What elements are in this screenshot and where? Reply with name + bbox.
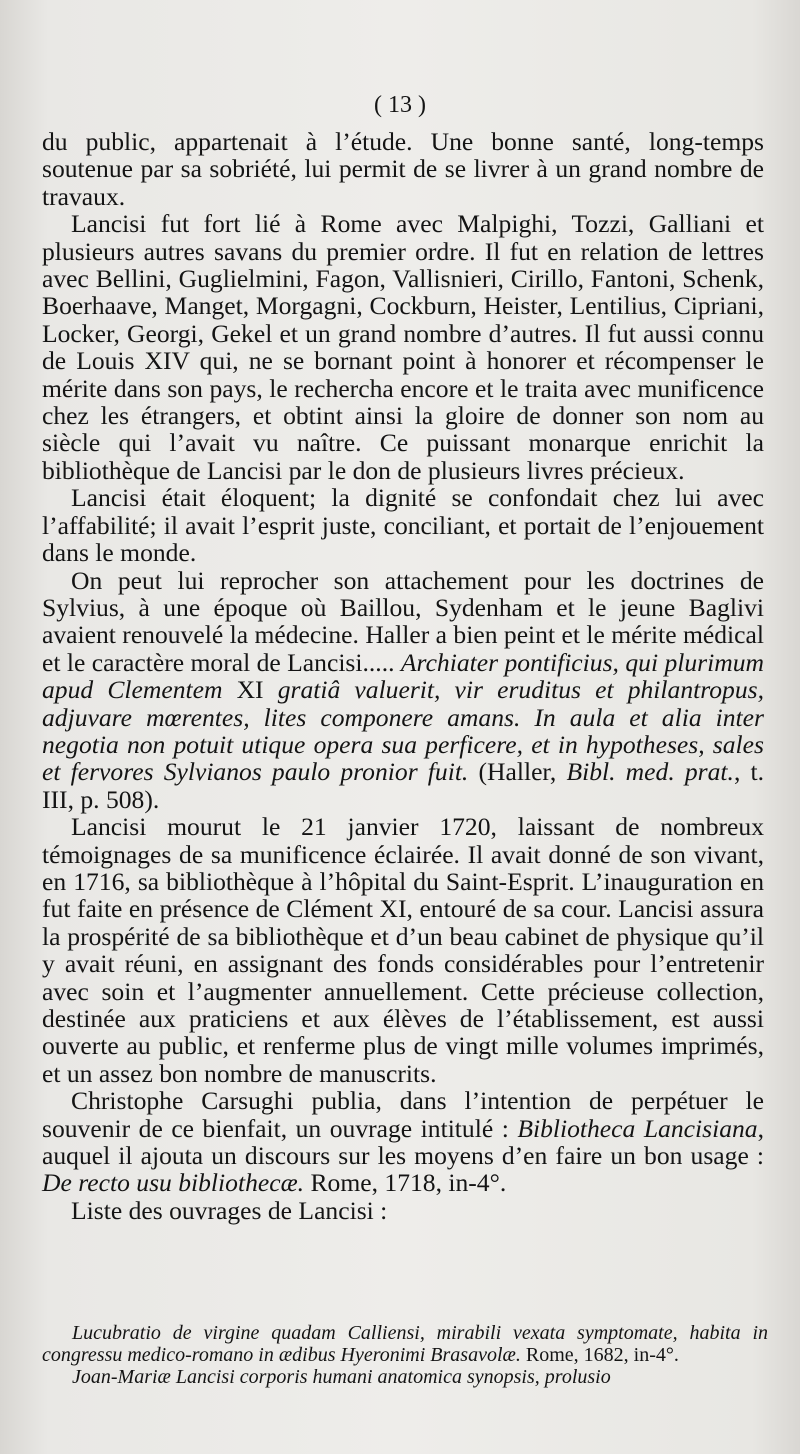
latin-quote: Archiater pontificius, qui plurimum apud Clementem xyxy=(42,647,764,705)
paragraph xyxy=(42,484,764,566)
text-run: Rome, 1718, in-4°. xyxy=(304,1168,507,1198)
paragraph xyxy=(42,567,764,814)
main-text xyxy=(42,128,764,1224)
text-run: Liste des ouvrages de Lancisi : xyxy=(71,1195,388,1225)
page-number: ( 13 ) xyxy=(374,92,426,118)
text-run: du public, appartenait à l’étude. Une bonne santé, long-temps soutenue par sa sobriété, lui permit de se livrer à un grand nombre de travaux. xyxy=(42,127,764,211)
book-title: Bibliotheca Lancisiana xyxy=(517,1113,758,1143)
paragraph xyxy=(42,1087,764,1197)
text-run: Lancisi fut fort lié à Rome avec Malpighi, Tozzi, Galliani et plusieurs autres savans du premier ordre. Il fut en relation de lettres avec Bellini, Guglielmini, Fagon, Vallisnieri, Cirillo, Fantoni, Schenk, Boerhaave, Manget, Morgagni, Cockburn, Heister, Lentilius, Cipriani, Locker, Georgi, Gekel et un grand nombre d’autres. Il fut aussi connu de Louis XIV qui, ne se bornant point à honorer et récompenser le mérite dans son pays, le rechercha encore et le traita avec munificence chez les étrangers, et obtint ainsi la gloire de donner son nom au siècle qui l’avait vu naître. Ce puissant monarque enrichit la bibliothèque de Lancisi par le don de plusieurs livres précieux. xyxy=(42,209,764,485)
text-run: Lancisi était éloquent; la dignité se confondait chez lui avec l’affabilité; il avait l’esprit juste, conciliant, et portait de l’enjouement dans le monde. xyxy=(42,483,764,568)
work-title: Joan-Mariæ Lancisi corporis humani anatomica synopsis, prolusio xyxy=(72,1366,611,1388)
text-run: (Haller, xyxy=(468,757,567,787)
paragraph xyxy=(42,813,764,1087)
text-run: XI xyxy=(222,675,278,705)
paragraph xyxy=(42,1197,764,1224)
work-title: Lucubratio de virgine quadam Calliensi, mirabili vexata symptomate, habita in congressu medico-romano in ædibus Hyeronimi Brasavolæ. xyxy=(42,1322,768,1366)
text-run: Lancisi mourut le 21 janvier 1720, laissant de nombreux témoignages de sa munificence éclairée. Il avait donné de son vivant, en 1716, sa bibliothèque à l’hôpital du Saint-Esprit. L’inauguration en fut faite en présence de Clément XI, entouré de sa cour. Lancisi assura la prospérité de sa bibliothèque et d’un beau cabinet de physique qu’il y avait réuni, en assignant des fonds considérables pour l’entretenir avec soin et l’augmenter annuellement. Cette précieuse collection, destinée aux praticiens et aux élèves de l’établissement, est aussi ouverte au public, et renferme plus de vingt mille volumes imprimés, et un assez bon nombre de manuscrits. xyxy=(42,812,764,1088)
citation-title: Bibl. med. prat. xyxy=(566,757,734,787)
work-entry xyxy=(42,1322,768,1366)
text-run: On peut lui reprocher son attachement pour les doctrines de Sylvius, à une époque où Baillou, Sydenham et le jeune Baglivi avaient renouvelé la médecine. Haller a bien peint et le mérite médical et le caractère moral de Lancisi..... xyxy=(42,565,764,677)
paragraph xyxy=(42,128,764,210)
text-run: Christophe Carsughi publia, dans l’intention de perpétuer le souvenir de ce bienfait, un ouvrage intitulé : xyxy=(42,1086,764,1143)
latin-quote: gratiâ valuerit, vir eruditus et philantropus, adjuvare mœrentes, lites componere amans. In aula et alia inter negotia non potuit utique opera sua perficere, et in hypotheses, sales et fervores Sylvianos paulo pronior fuit. xyxy=(42,675,764,787)
book-title: De recto usu bibliothecæ. xyxy=(42,1168,305,1198)
work-imprint: Rome, 1682, in-4°. xyxy=(520,1344,679,1366)
work-entry xyxy=(42,1366,768,1388)
works-list xyxy=(42,1322,768,1388)
text-run: , auquel il ajouta un discours sur les moyens d’en faire un bon usage : xyxy=(42,1113,764,1171)
text-run: , t. III, p. 508). xyxy=(42,757,765,814)
paragraph xyxy=(42,210,764,484)
